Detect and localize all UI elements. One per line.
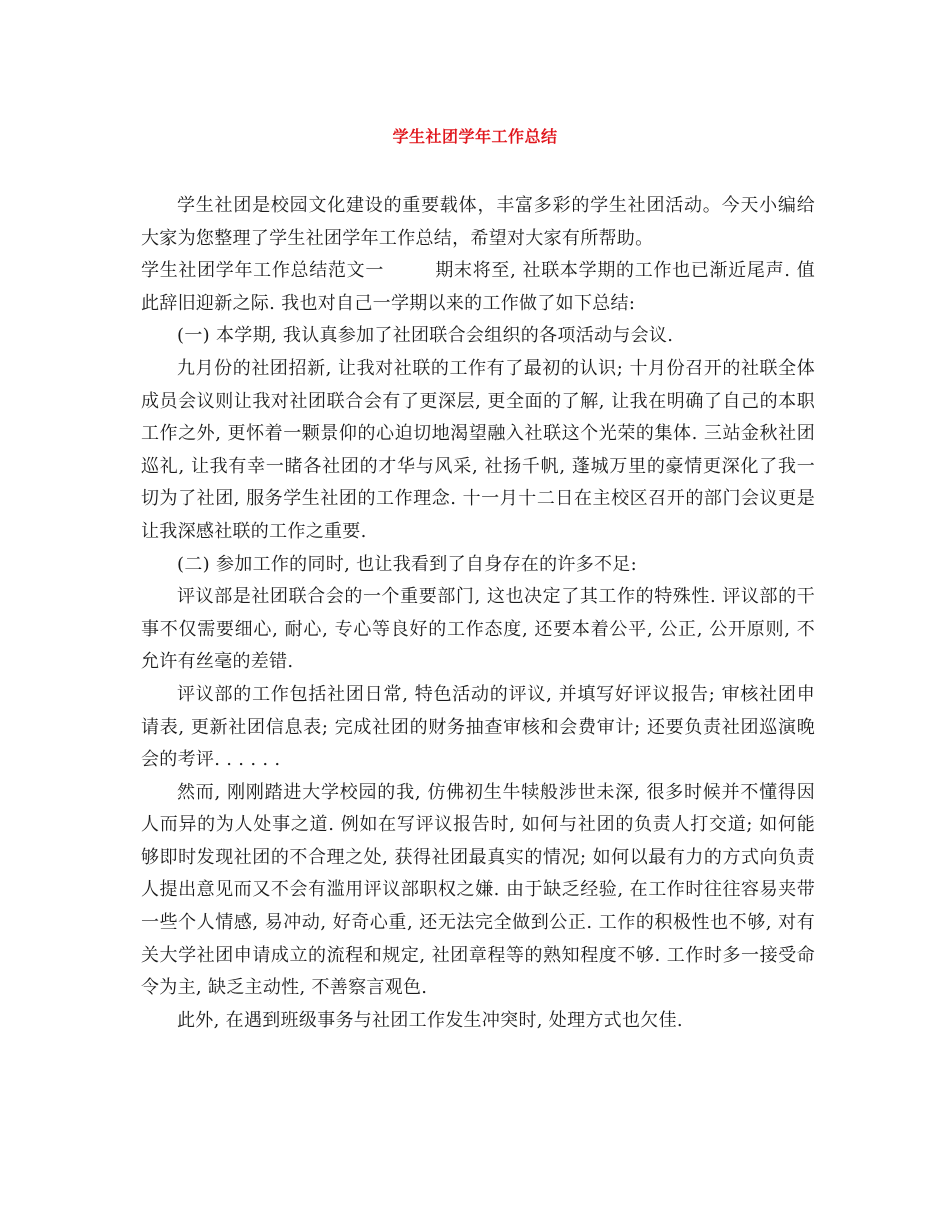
paragraph-review-dept: 评议部是社团联合会的一个重要部门, 这也决定了其工作的特殊性. 评议部的干事不仅需要细心, 耐心, 专心等良好的工作态度, 还要本着公平, 公正, 公开原则, 不允许有丝毫的差错. xyxy=(141,586,815,673)
paragraph-review-work: 评议部的工作包括社团日常, 特色活动的评议, 并填写好评议报告; 审核社团申请表, 更新社团信息表; 完成社团的财务抽查审核和会费审计; 还要负责社团巡演晚会的考评. . . . . . xyxy=(141,683,815,771)
paragraph-september: 九月份的社团招新, 让我对社联的工作有了最初的认识; 十月份召开的社联全体成员会议则让我对社团联合会有了更深层, 更全面的了解, 让我在明确了自己的本职工作之外, 更怀着一颗景仰的心迫切地渴望融入社联这个光荣的集体. 三站金秋社团巡礼, 让我有幸一睹各社团的才华与风采, 社扬千帆, 蓬城万里的豪情更深化了我一切为了社团, 服务学生社团的工作理念. 十一月十二日在主校区召开的部门会议更是让我深感社联的工作之重要. xyxy=(141,357,815,542)
paragraph-section-one: (一) 本学期, 我认真参加了社团联合会组织的各项活动与会议. xyxy=(177,325,674,347)
paragraph-section-two: (二) 参加工作的同时, 也让我看到了自身存在的许多不足: xyxy=(177,553,637,575)
paragraph-intro: 学生社团是校园文化建设的重要载体，丰富多彩的学生社团活动。今天小编给大家为您整理了学生社团学年工作总结，希望对大家有所帮助。 xyxy=(141,195,815,249)
document-title: 学生社团学年工作总结 xyxy=(392,127,558,146)
paragraph-besides: 此外, 在遇到班级事务与社团工作发生冲突时, 处理方式也欠佳. xyxy=(177,1009,683,1031)
paragraph-sample-heading: 学生社团学年工作总结范文一 期末将至, 社联本学期的工作也已渐近尾声. 值此辞旧迎新之际. 我也对自己一学期以来的工作做了如下总结: xyxy=(141,260,815,314)
document-body xyxy=(141,190,815,1037)
paragraph-however: 然而, 刚刚踏进大学校园的我, 仿佛初生牛犊般涉世未深, 很多时候并不懂得因人而异的为人处事之道. 例如在写评议报告时, 如何与社团的负责人打交道; 如何能够即时发现社团的不合理之处, 获得社团最真实的情况; 如何以最有力的方式向负责人提出意见而又不会有滥用评议部职权之嫌. 由于缺乏经验, 在工作时往往容易夹带一些个人情感, 易冲动, 好奇心重, 还无法完全做到公正. 工作的积极性也不够, 对有关大学社团申请成立的流程和规定, 社团章程等的熟知程度不够. 工作时多一接受命令为主, 缺乏主动性, 不善察言观色. xyxy=(141,781,815,999)
